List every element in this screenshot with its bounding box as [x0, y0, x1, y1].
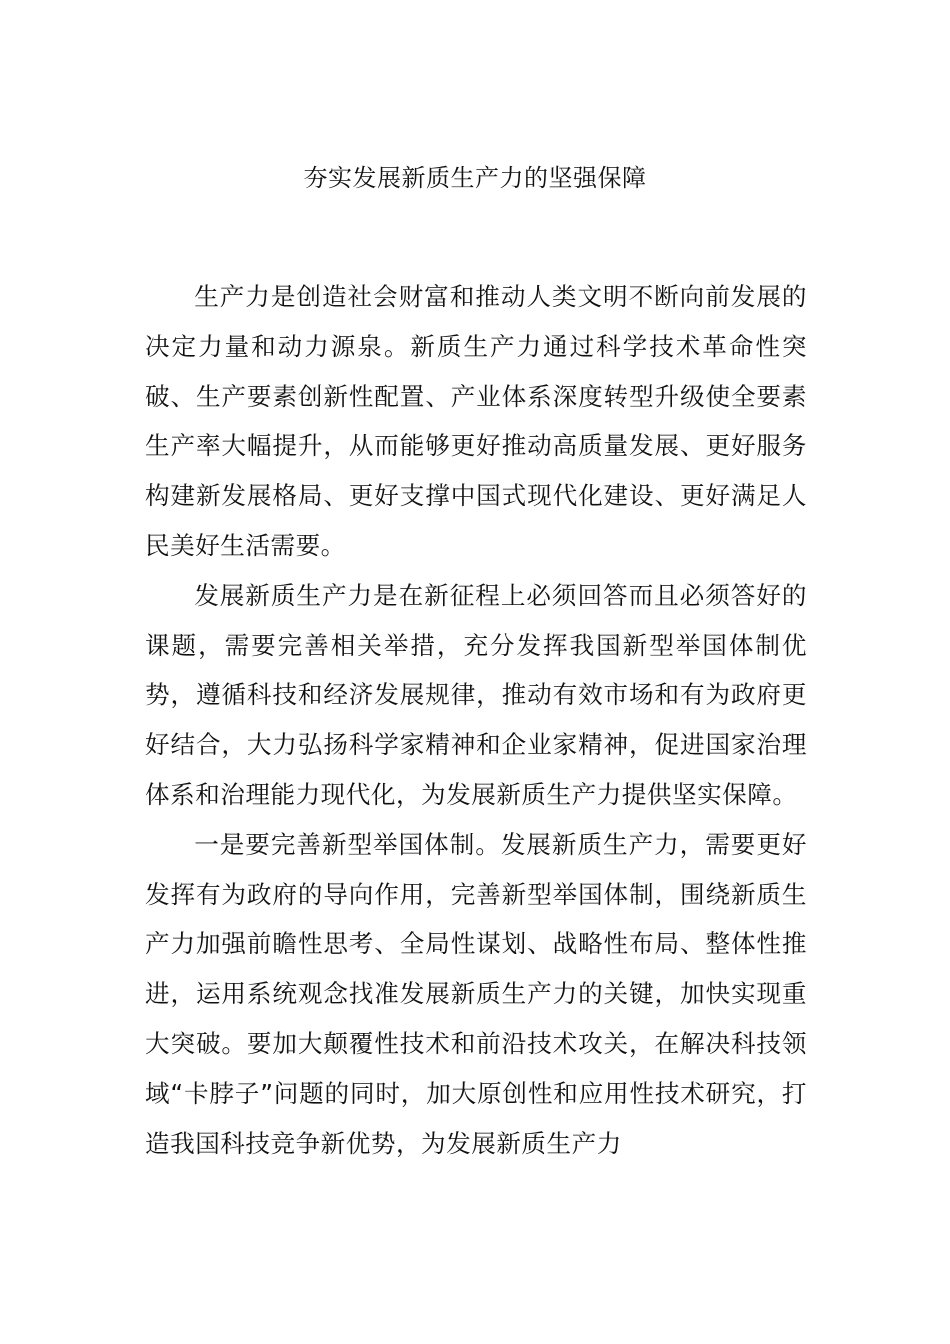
paragraph-1: 生产力是创造社会财富和推动人类文明不断向前发展的决定力量和动力源泉。新质生产力通过科学技术革命性突破、生产要素创新性配置、产业体系深度转型升级使全要素生产率大幅提升，从而能够更好推动高质量发展、更好服务构建新发展格局、更好支撑中国式现代化建设、更好满足人民美好生活需要。: [145, 282, 807, 560]
document-body: [145, 272, 807, 1168]
paragraph-3: 一是要完善新型举国体制。发展新质生产力，需要更好发挥有为政府的导向作用，完善新型举国体制，围绕新质生产力加强前瞻性思考、全局性谋划、战略性布局、整体性推进，运用系统观念找准发展新质生产力的关键，加快实现重大突破。要加大颠覆性技术和前沿技术攻关，在解决科技领域“卡脖子”问题的同时，加大原创性和应用性技术研究，打造我国科技竞争新优势，为发展新质生产力: [145, 829, 807, 1158]
paragraph-2: 发展新质生产力是在新征程上必须回答而且必须答好的课题，需要完善相关举措，充分发挥我国新型举国体制优势，遵循科技和经济发展规律，推动有效市场和有为政府更好结合，大力弘扬科学家精神和企业家精神，促进国家治理体系和治理能力现代化，为发展新质生产力提供坚实保障。: [145, 580, 807, 809]
document-title: 夯实发展新质生产力的坚强保障: [303, 164, 647, 192]
